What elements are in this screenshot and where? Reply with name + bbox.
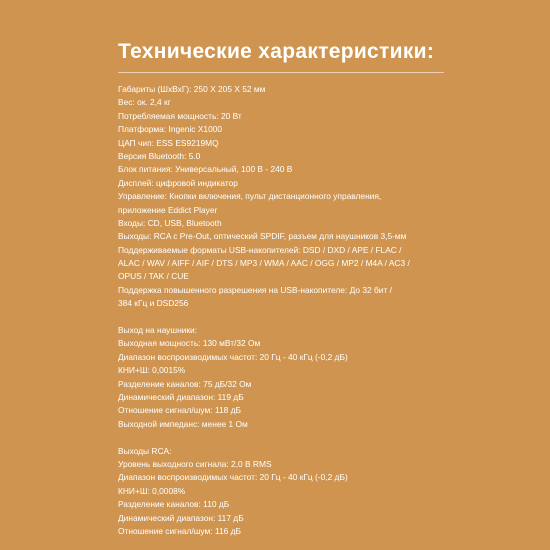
spec-line: Выходной импеданс: менее 1 Ом [118,418,248,429]
spec-line: Отношение сигнал/шум: 118 дБ [118,405,241,416]
title-divider [118,72,444,73]
spec-line: Выходная мощность: 130 мВт/32 Ом [118,338,261,349]
spec-line: Входы: CD, USB, Bluetooth [118,217,222,228]
spec-line: Уровень выходного сигнала: 2,0 В RMS [118,458,272,469]
spec-line: Выходы: RCA с Pre-Out, оптический SPDIF, разъем для наушников 3,5-мм [118,231,407,242]
spec-line: Дисплей: цифровой индикатор [118,177,238,188]
spec-list [118,83,448,538]
spec-line: ALAC / WAV / AIFF / AIF / DTS / MP3 / WMA / AAC / OGG / MP2 / M4A / AC3 / [118,258,410,269]
spec-line: Динамический диапазон: 117 дБ [118,512,244,523]
spec-line: Динамический диапазон: 119 дБ [118,391,244,402]
spec-line: Поддержка повышенного разрешения на USB-накопителе: До 32 бит / [118,284,392,295]
spec-line: Управление: Кнопки включения, пульт дистанционного управления, [118,191,382,202]
spec-line: Поддерживаемые форматы USB-накопителей: DSD / DXD / APE / FLAC / [118,244,402,255]
spec-line: КНИ+Ш: 0,0015% [118,365,186,376]
spec-line: Диапазон воспроизводимых частот: 20 Гц - 40 кГц (-0,2 дБ) [118,351,348,362]
section-gap [118,311,448,324]
spec-line: Диапазон воспроизводимых частот: 20 Гц - 40 кГц (-0,2 дБ) [118,472,348,483]
spec-line: Разделение каналов: 75 дБ/32 Ом [118,378,252,389]
spec-line: Габариты (ШхВхГ): 250 X 205 X 52 мм [118,84,266,94]
spec-line: OPUS / TAK / CUE [118,271,189,282]
spec-line: ЦАП чип: ESS ES9219MQ [118,137,219,148]
spec-line: Отношение сигнал/шум: 116 дБ [118,525,241,536]
spec-line: Вес: ок. 2,4 кг [118,97,171,108]
spec-line: Выход на наушники: [118,325,198,336]
spec-title: Технические характеристики: [118,40,435,63]
spec-line: Версия Bluetooth: 5.0 [118,150,201,161]
section-gap [118,431,448,444]
spec-line: Разделение каналов: 110 дБ [118,499,230,510]
spec-line: Блок питания: Универсальный, 100 В - 240 В [118,164,293,175]
spec-line: 384 кГц и DSD256 [118,298,189,309]
spec-line: Потребляемая мощность: 20 Вт [118,110,242,121]
spec-line: Платформа: Ingenic X1000 [118,124,223,135]
spec-line: приложение Eddict Player [118,204,218,215]
spec-line: КНИ+Ш: 0,0008% [118,485,186,496]
spec-line: Выходы RCA: [118,445,172,456]
